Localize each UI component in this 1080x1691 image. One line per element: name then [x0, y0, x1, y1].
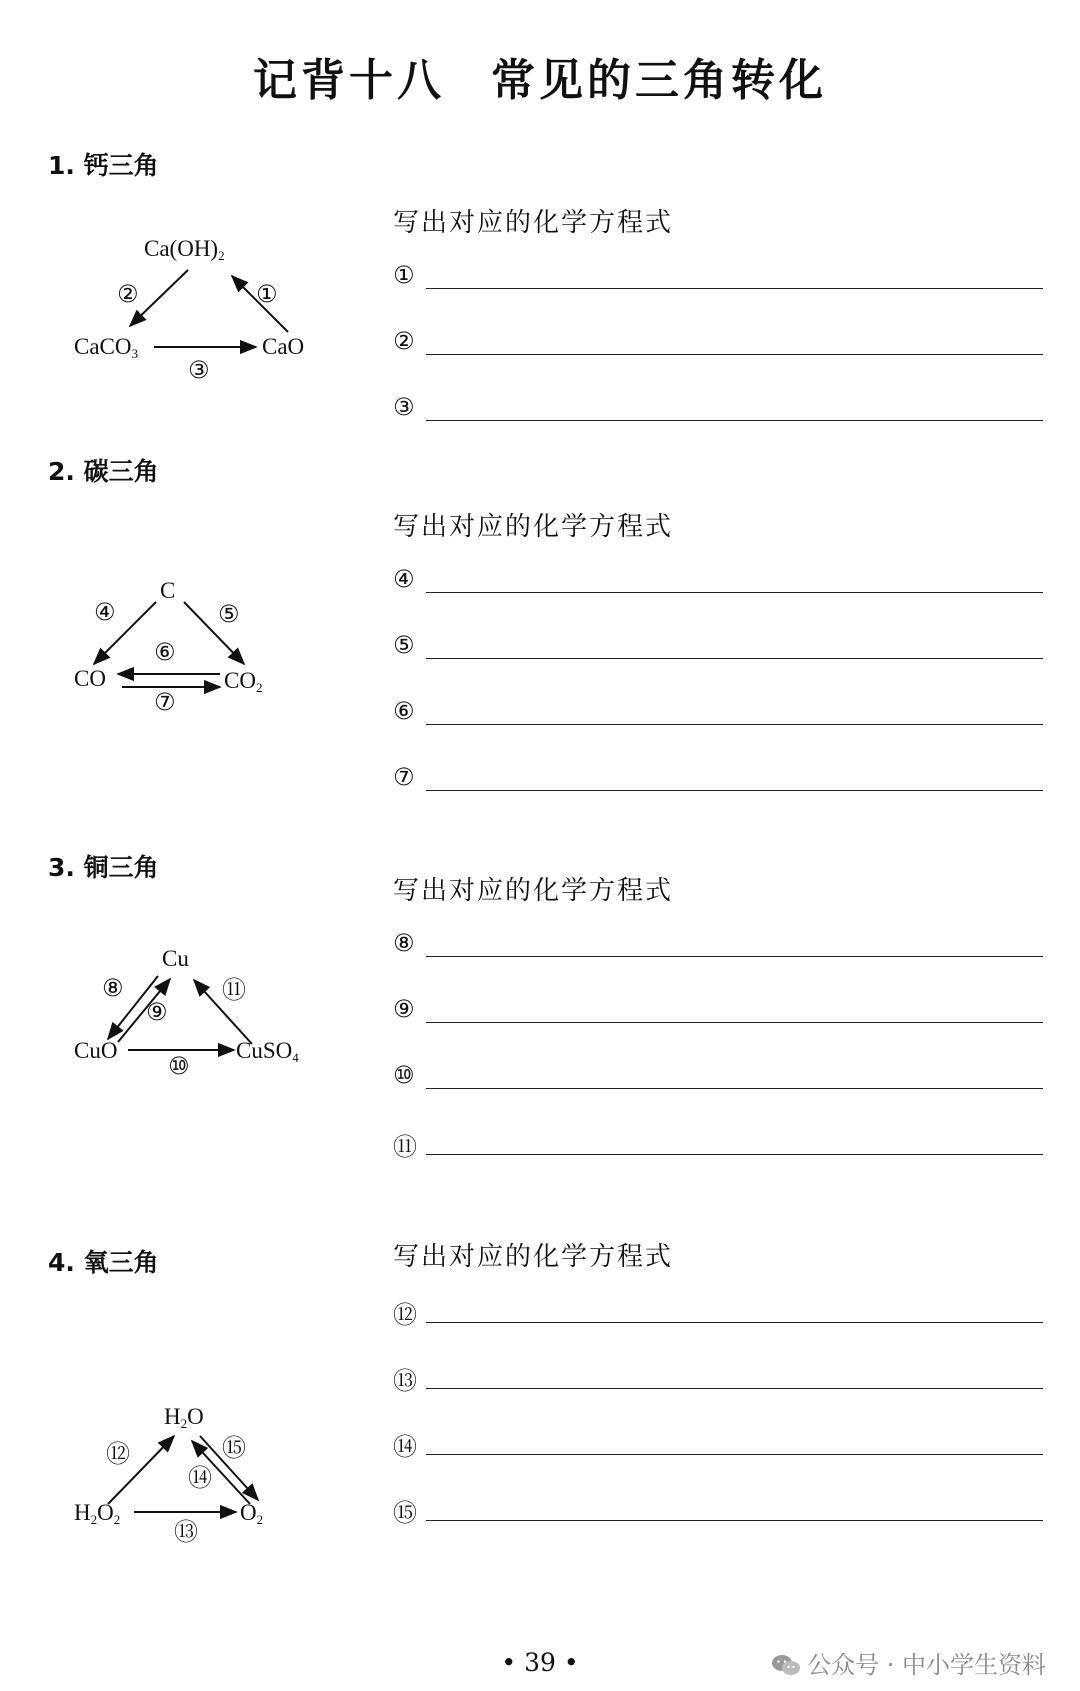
answer-line[interactable] — [426, 724, 1043, 725]
answer-line[interactable] — [426, 1322, 1043, 1323]
equation-number: ④ — [393, 565, 415, 593]
section-heading-oxygen: 4. 氧三角 — [48, 1248, 159, 1277]
answer-line[interactable] — [426, 1088, 1043, 1089]
title-part-1: 记背十八 — [253, 55, 445, 106]
arrow-label-7: ⑦ — [154, 688, 176, 716]
species-copper-oxide: CuO — [74, 1038, 118, 1063]
answer-line[interactable] — [426, 1388, 1043, 1389]
equation-row — [393, 689, 1043, 755]
equation-number: ⑨ — [393, 995, 415, 1023]
arrow-label-6: ⑥ — [154, 638, 176, 666]
equation-row — [393, 987, 1043, 1053]
equation-number: ⑮ — [393, 1499, 417, 1527]
equations-calcium — [393, 202, 1043, 451]
equation-number: ⑩ — [393, 1061, 415, 1089]
calcium-triangle-diagram — [70, 232, 370, 422]
equation-number: ⑬ — [393, 1367, 417, 1395]
equations-copper — [393, 870, 1043, 1185]
copper-triangle-diagram — [70, 946, 370, 1136]
equation-row — [393, 1485, 1043, 1551]
equation-number: ⑫ — [393, 1301, 417, 1329]
equation-number: ① — [393, 261, 415, 289]
arrow-label-8: ⑧ — [102, 974, 124, 1002]
equation-row — [393, 921, 1043, 987]
species-copper-sulfate: CuSO$_4$ — [236, 1038, 299, 1065]
copper-arrows — [70, 946, 370, 1116]
equations-oxygen — [393, 1236, 1043, 1551]
oxygen-arrows — [70, 1406, 370, 1576]
equation-number: ⑪ — [393, 1133, 417, 1161]
equation-number: ⑤ — [393, 631, 415, 659]
oxygen-triangle-diagram — [70, 1406, 370, 1596]
arrow-label-10: ⑩ — [168, 1052, 190, 1080]
equation-row — [393, 253, 1043, 319]
answer-line[interactable] — [426, 1454, 1043, 1455]
answer-line[interactable] — [426, 420, 1043, 421]
equation-row — [393, 1353, 1043, 1419]
answer-line[interactable] — [426, 658, 1043, 659]
title-part-2: 常见的三角转化 — [491, 55, 827, 106]
arrow-label-12: ⑫ — [106, 1440, 130, 1468]
equations-heading: 写出对应的化学方程式 — [393, 876, 674, 906]
equation-number: ② — [393, 327, 415, 355]
arrow-2 — [130, 270, 188, 326]
arrow-label-2: ② — [117, 280, 139, 308]
arrow-label-14: ⑭ — [188, 1464, 212, 1492]
answer-line[interactable] — [426, 1154, 1043, 1155]
answer-line[interactable] — [426, 288, 1043, 289]
species-copper: Cu — [162, 946, 189, 971]
equations-heading: 写出对应的化学方程式 — [393, 1242, 674, 1272]
species-water: $H_2O$ — [164, 1404, 204, 1431]
answer-line[interactable] — [426, 790, 1043, 791]
equation-row — [393, 755, 1043, 821]
arrow-label-3: ③ — [188, 356, 210, 384]
equation-number: ③ — [393, 393, 415, 421]
answer-line[interactable] — [426, 592, 1043, 593]
equation-row — [393, 557, 1043, 623]
species-hydrogen-peroxide: $H_2O_2$ — [74, 1500, 121, 1527]
species-oxygen: $O_2$ — [240, 1500, 264, 1527]
species-carbon-dioxide: $CO_2$ — [224, 668, 263, 695]
equation-number: ⑦ — [393, 763, 415, 791]
answer-line[interactable] — [426, 956, 1043, 957]
species-calcium-oxide: CaO — [262, 334, 305, 359]
equation-row — [393, 1119, 1043, 1185]
equation-row — [393, 1419, 1043, 1485]
answer-line[interactable] — [426, 354, 1043, 355]
arrow-label-13: ⑬ — [174, 1518, 198, 1546]
section-heading-carbon: 2. 碳三角 — [48, 457, 159, 486]
page-number: • 39 • — [501, 1648, 579, 1677]
species-calcium-hydroxide: $Ca(OH)_2$ — [144, 236, 225, 263]
arrow-label-15: ⑮ — [222, 1434, 246, 1462]
arrow-label-4: ④ — [94, 598, 116, 626]
equation-number: ⑭ — [393, 1433, 417, 1461]
equations-heading: 写出对应的化学方程式 — [393, 512, 674, 542]
equations-carbon — [393, 506, 1043, 821]
species-carbon-monoxide: CO — [74, 666, 106, 691]
arrow-label-11: ⑪ — [222, 976, 246, 1004]
equation-row — [393, 385, 1043, 451]
equation-row — [393, 1287, 1043, 1353]
carbon-triangle-diagram — [70, 578, 370, 768]
equation-row — [393, 319, 1043, 385]
species-carbon: C — [160, 578, 176, 603]
watermark — [771, 1645, 1046, 1680]
equation-number: ⑥ — [393, 697, 415, 725]
section-heading-calcium: 1. 钙三角 — [48, 151, 159, 180]
section-heading-copper: 3. 铜三角 — [48, 853, 159, 882]
equation-row — [393, 1053, 1043, 1119]
equations-heading: 写出对应的化学方程式 — [393, 208, 674, 238]
arrow-label-5: ⑤ — [218, 600, 240, 628]
species-calcium-carbonate: CaCO$_3$ — [74, 334, 138, 361]
arrow-label-1: ① — [256, 280, 278, 308]
equation-number: ⑧ — [393, 929, 415, 957]
answer-line[interactable] — [426, 1520, 1043, 1521]
answer-line[interactable] — [426, 1022, 1043, 1023]
page-title — [0, 44, 1080, 108]
watermark-text: 公众号 · 中小学生资料 — [807, 1651, 1046, 1679]
arrow-label-9: ⑨ — [146, 998, 168, 1026]
equation-row — [393, 623, 1043, 689]
wechat-icon — [771, 1653, 801, 1677]
